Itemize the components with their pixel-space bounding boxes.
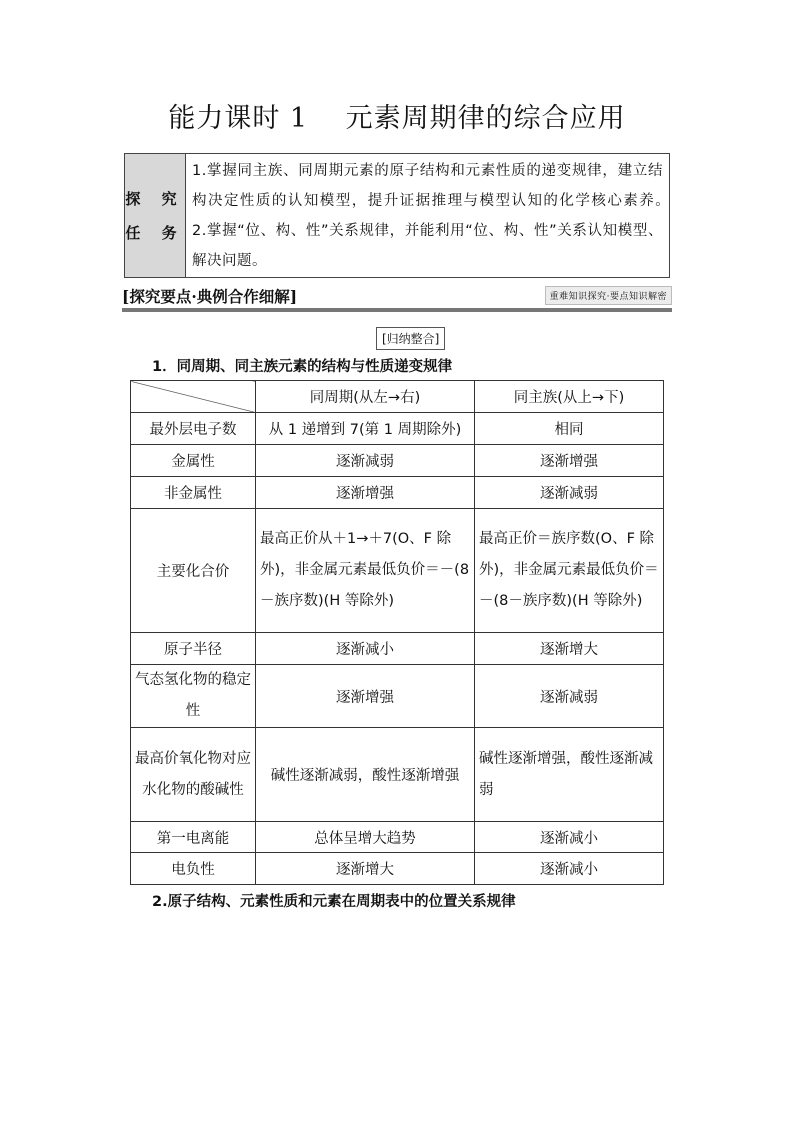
row-name: 气态氢化物的稳定性 <box>131 665 256 728</box>
period-cell: 逐渐减小 <box>256 633 475 665</box>
table-row <box>131 633 664 665</box>
row-name: 非金属性 <box>131 477 256 509</box>
table-row <box>131 509 664 633</box>
group-cell: 相同 <box>475 413 664 445</box>
table-row <box>131 822 664 853</box>
task-text: 1.掌握同主族、同周期元素的原子结构和元素性质的递变规律，建立结构决定性质的认知模型，提升证据推理与模型认知的化学核心素养。 2.掌握“位、构、性”关系规律，并能利用“位、构、性”关系认知模型、解决问题。 <box>192 163 678 269</box>
row-name: 电负性 <box>131 853 256 885</box>
period-cell: 逐渐减弱 <box>256 445 475 477</box>
section-tag: 重难知识探究·要点知识解密 <box>545 286 672 305</box>
section-title: [探究要点·典例合作细解] <box>122 287 298 306</box>
table-row <box>131 477 664 509</box>
group-cell: 逐渐减弱 <box>475 477 664 509</box>
table-row <box>131 665 664 728</box>
row-name: 原子半径 <box>131 633 256 665</box>
group-cell: 逐渐增大 <box>475 633 664 665</box>
section-header <box>122 286 672 312</box>
comparison-table <box>130 380 664 885</box>
row-name: 最外层电子数 <box>131 413 256 445</box>
summary-label: [归纳整合] <box>376 327 445 350</box>
group-cell: 逐渐增强 <box>475 445 664 477</box>
group-cell: 逐渐减小 <box>475 853 664 885</box>
table-row <box>131 445 664 477</box>
header-group: 同主族(从上→下) <box>475 381 664 413</box>
period-cell: 逐渐增大 <box>256 853 475 885</box>
table-row <box>131 413 664 445</box>
header-period: 同周期(从左→右) <box>256 381 475 413</box>
row-name: 主要化合价 <box>131 509 256 633</box>
task-label-line2: 任 务 <box>125 223 185 242</box>
diagonal-header-cell <box>131 381 256 413</box>
task-label <box>125 154 186 277</box>
group-cell: 逐渐减弱 <box>475 665 664 728</box>
period-cell: 总体呈增大趋势 <box>256 822 475 853</box>
period-cell: 逐渐增强 <box>256 477 475 509</box>
group-cell: 碱性逐渐增强，酸性逐渐减弱 <box>475 728 664 822</box>
task-box <box>124 153 678 278</box>
table-row <box>131 728 664 822</box>
row-name: 第一电离能 <box>131 822 256 853</box>
heading-2: 2.原子结构、元素性质和元素在周期表中的位置关系规律 <box>152 894 516 910</box>
task-label-line1: 探 究 <box>125 189 185 208</box>
page-title: 能力课时 1 元素周期律的综合应用 <box>168 103 626 134</box>
period-cell: 从 1 递增到 7(第 1 周期除外) <box>256 413 475 445</box>
period-cell: 最高正价从＋1→＋7(O、F 除外)，非金属元素最低负价＝－(8－族序数)(H 等除外) <box>256 509 475 633</box>
heading-1: 1．同周期、同主族元素的结构与性质递变规律 <box>152 359 453 375</box>
period-cell: 碱性逐渐减弱，酸性逐渐增强 <box>256 728 475 822</box>
group-cell: 最高正价＝族序数(O、F 除外)，非金属元素最低负价＝－(8－族序数)(H 等除外) <box>475 509 664 633</box>
group-cell: 逐渐减小 <box>475 822 664 853</box>
period-cell: 逐渐增强 <box>256 665 475 728</box>
row-name: 金属性 <box>131 445 256 477</box>
row-name: 最高价氧化物对应水化物的酸碱性 <box>131 728 256 822</box>
table-row <box>131 853 664 885</box>
table-header-row <box>131 381 664 413</box>
